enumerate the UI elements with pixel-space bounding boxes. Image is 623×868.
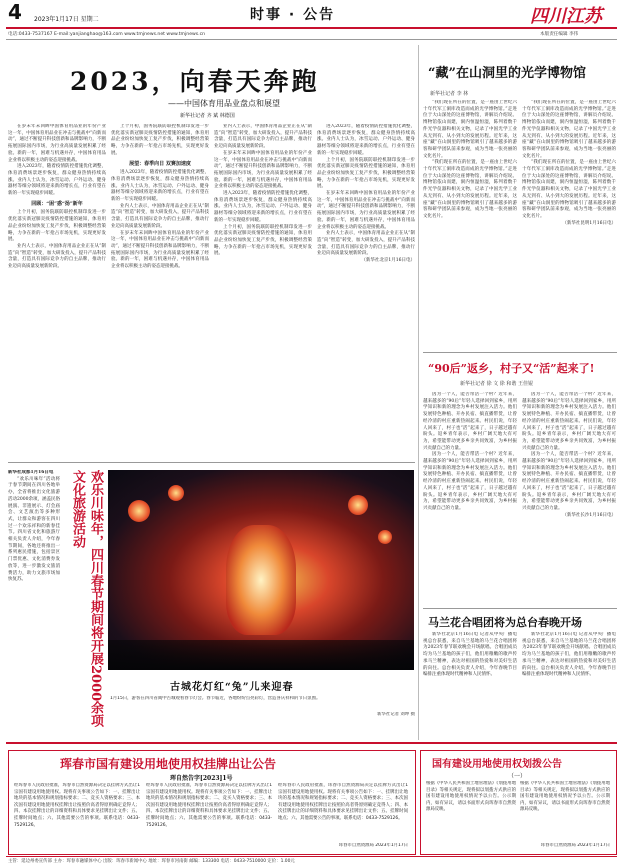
section-title: 时事 · 公告 — [250, 7, 336, 23]
notice-right-col-1 — [426, 781, 516, 849]
main-byline: 新华社记者 齐 斌 林德国 — [180, 113, 235, 119]
photo-section-rule — [8, 462, 415, 463]
main-paragraph: 上个月初，国务院联防联控机制印发进一步优化落实新冠肺炎疫情防控措施的通知，体育用品企业纷纷加快复工复产步伐，积极调整经营策略，力争在新的一年抢占市场先机，实现更好发展。 — [111, 124, 209, 156]
main-col-4 — [317, 124, 415, 458]
photo-caption-title: 古城花灯红“兔”儿来迎春 — [170, 682, 294, 693]
main-col-3 — [214, 124, 312, 458]
concert-paragraph: 新华社北京1月16日电 记者从中央广播电视总台获悉，来自马兰基地的马兰花合唱团将为2023年春节联欢晚会开场献唱。合唱团成员均为马兰基地的孩子们，他们用稚嫩的歌声传承马兰精神，表达对祖国的热爱和对美好生活的向往。总台相关负责人介绍，今年春晚节目编排注重体现时代精神和人民情怀。 — [423, 632, 517, 678]
concert-col-2 — [522, 632, 616, 738]
village-paragraph: 因为一个人，能否带活一个村？近年来，越来越多的“90后”年轻人选择回到家乡，用所学知识和新的理念为乡村发展注入活力。他们发展特色种植、开办民宿、搞直播带货，让曾经冷清的村庄重新热闹起来。村民们说，年轻人回来了，村子也“活”起来了，日子越过越有盼头。返乡青年表示，乡村广阔天地大有可为，希望能带动更多乡亲共同致富，为乡村振兴贡献自己的力量。 — [423, 452, 517, 511]
village-paragraph: 因为一个人，能否带活一个村？近年来，越来越多的“90后”年轻人选择回到家乡，用所学知识和新的理念为乡村发展注入活力。他们发展特色种植、开办民宿、搞直播带货，让曾经冷清的村庄重新热闹起来。村民们说，年轻人回来了，村子也“活”起来了，日子越过越有盼头。返乡青年表示，乡村广阔天地大有可为，希望能带动更多乡亲共同致富，为乡村振兴贡献自己的力量。 — [423, 392, 517, 451]
main-paragraph: 进入2023年，随着疫情防控措施优化调整，体育消费场景逐步恢复，群众健身热情持续高涨。业内人士认为，冰雪运动、户外运动、健身器材等细分领域将迎来新的增长点，行业有望在新的一年实现稳步回暖。 — [8, 164, 106, 197]
photo-caption: 1月15日，游客在四川省阆中古城观看春节灯会。春节临近，各地纷纷点亮彩灯，营造喜庆祥和的节日氛围。 — [110, 696, 321, 701]
main-paragraph: 在岁末年末回眸中国体育用品业的年份产业这一年，中国体育用品业在冲击与挑战中“向新而动”，通过不断提升科技创新和品牌影响力，不断拓展国际国内市场，为行业高质量发展积累了经验。新的一年，困难与机遇并存，中国体育用品企业将以积极主动的姿态迎接挑战。 — [111, 230, 209, 270]
village-rule — [423, 608, 617, 609]
notice-right-signoff: 珲春市自然资源局 2023年1月17日 — [540, 843, 610, 848]
museum-col-1 — [423, 100, 517, 350]
museum-paragraph: “我们现在所在的位置，是一座由上世纪六十年代军工洞库改造而成的光学博物馆。”走进位于大山深处的这座博物馆，讲解员介绍说。博物馆依山而建，洞内恒温恒湿，陈列着数千件光学仪器和相关文物，记录了中国光学工业从无到有、从小到大的发展历程。近年来，这座“藏”在山洞里的博物馆吸引了越来越多的游客和研学团队前来参观，成为当地一张亮丽的文化名片。 — [423, 160, 517, 219]
notice-left-text: 经珲春市人民政府批准，珲春市自然资源局决定以挂牌方式出让1宗国有建设用地使用权。现将有关事项公告如下：一、挂牌出让地块的基本情况和规划指标要求；二、竞买人资格要求；三、本次国有建设用地使用权挂牌出让按照价高者得原则确定竞得人；四、本次挂牌出让的详细资料和具体要求见挂牌出让文件；五、挂牌时间地点；六、其他需要公告的事项。联系电话：0433-7529126。 — [14, 783, 140, 828]
main-paragraph: 进入2023年，随着疫情防控措施优化调整，体育消费场景逐步恢复，群众健身热情持续高涨。业内人士认为，冰雪运动、户外运动、健身器材等细分领域将迎来新的增长点，行业有望在新的一年实现稳步回暖。 — [317, 124, 415, 156]
village-paragraph: 因为一个人，能否带活一个村？近年来，越来越多的“90后”年轻人选择回到家乡，用所学知识和新的理念为乡村发展注入活力。他们发展特色种植、开办民宿、搞直播带货，让曾经冷清的村庄重新热闹起来。村民们说，年轻人回来了，村子也“活”起来了，日子越过越有盼头。返乡青年表示，乡村广阔天地大有可为，希望能带动更多乡亲共同致富，为乡村振兴贡献自己的力量。 — [522, 392, 616, 451]
village-byline: 新华社记者 徐 文 徐 和谐 王佳锟 — [460, 381, 533, 387]
museum-rule — [423, 352, 617, 353]
concert-paragraph: 新华社北京1月16日电 记者从中央广播电视总台获悉，来自马兰基地的马兰花合唱团将为2023年春节联欢晚会开场献唱。合唱团成员均为马兰基地的孩子们，他们用稚嫩的歌声传承马兰精神，表达对祖国的热爱和对美好生活的向往。总台相关负责人介绍，今年春晚节目编排注重体现时代精神和人民情怀。 — [522, 632, 616, 678]
lantern-photo — [108, 470, 414, 670]
paper-logo: 四川江苏 — [530, 6, 602, 27]
main-paragraph: 上个月初，国务院联防联控机制印发进一步优化落实新冠肺炎疫情防控措施的通知，体育用品企业纷纷加快复工复产步伐，积极调整经营策略，力争在新的一年抢占市场先机，实现更好发展。 — [8, 210, 106, 243]
museum-paragraph: “我们现在所在的位置，是一座由上世纪六十年代军工洞库改造而成的光学博物馆。”走进位于大山深处的这座博物馆，讲解员介绍说。博物馆依山而建，洞内恒温恒湿，陈列着数千件光学仪器和相关文物，记录了中国光学工业从无到有、从小到大的发展历程。近年来，这座“藏”在山洞里的博物馆吸引了越来越多的游客和研学团队前来参观，成为当地一张亮丽的文化名片。 — [522, 100, 616, 159]
main-col-2 — [111, 124, 209, 458]
main-col-1 — [8, 124, 106, 458]
notice-left-col-2 — [146, 783, 272, 849]
rabbit-lantern-icon — [226, 525, 296, 635]
header-rule — [6, 27, 617, 29]
museum-col-2 — [522, 100, 616, 350]
notice-right-text: 根据《中华人民共和国土地管理法》《划拨用地目录》等相关规定，现将拟以划拨方式供应的国有建设用地使用权情况予以公告。公示期内，如有异议，请以书面形式向珲春市自然资源局反映。 — [520, 781, 610, 813]
main-paragraph: 业内人士表示，中国体育用品企业正在从“制造”向“智造”转变，加大研发投入，提升产品科技含量，打造具有国际竞争力的自主品牌，推动行业迈向高质量发展新阶段。 — [8, 243, 106, 270]
page-number: 4 — [8, 0, 22, 24]
main-paragraph: 上个月初，国务院联防联控机制印发进一步优化落实新冠肺炎疫情防控措施的通知，体育用品企业纷纷加快复工复产步伐，积极调整经营策略，力争在新的一年抢占市场先机，实现更好发展。 — [214, 224, 312, 257]
concert-col-1 — [423, 632, 517, 738]
lantern-icon — [378, 530, 392, 544]
brief-vertical-headline: 欢乐川味年，四川春节期间将开展2000余项文化旅游活动 — [70, 470, 103, 728]
museum-paragraph: “我们现在所在的位置，是一座由上世纪六十年代军工洞库改造而成的光学博物馆。”走进位于大山深处的这座博物馆，讲解员介绍说。博物馆依山而建，洞内恒温恒湿，陈列着数千件光学仪器和相关文物，记录了中国光学工业从无到有、从小到大的发展历程。近年来，这座“藏”在山洞里的博物馆吸引了越来越多的游客和研学团队前来参观，成为当地一张亮丽的文化名片。 — [522, 160, 616, 219]
museum-headline: “藏”在山洞里的光学博物馆 — [428, 66, 586, 81]
main-paragraph: 进入2023年，随着疫情防控措施优化调整，体育消费场景逐步恢复，群众健身热情持续高涨。业内人士认为，冰雪运动、户外运动、健身器材等细分领域将迎来新的增长点，行业有望在新的一年实现稳步回暖。 — [111, 170, 209, 203]
main-paragraph: 上个月初，国务院联防联控机制印发进一步优化落实新冠肺炎疫情防控措施的通知，体育用品企业纷纷加快复工复产步伐，积极调整经营策略，力争在新的一年抢占市场先机，实现更好发展。 — [317, 157, 415, 190]
contact-rule — [6, 39, 617, 40]
notice-left-text: 经珲春市人民政府批准，珲春市自然资源局决定以挂牌方式出让1宗国有建设用地使用权。现将有关事项公告如下：一、挂牌出让地块的基本情况和规划指标要求；二、竞买人资格要求；三、本次国有建设用地使用权挂牌出让按照价高者得原则确定竞得人；四、本次挂牌出让的详细资料和具体要求见挂牌出让文件；五、挂牌时间地点；六、其他需要公告的事项。联系电话：0433-7529126。 — [146, 783, 272, 828]
village-headline: “90后”返乡，村子又“活”起来了! — [428, 362, 595, 375]
section-head-outlook: 展望：春季向日 双赛加速度 — [129, 160, 191, 167]
crowd-silhouette — [108, 640, 414, 670]
editor-line: 本版责任编辑 李伟 — [540, 32, 579, 37]
lantern-icon — [348, 495, 368, 515]
village-col-1 — [423, 392, 517, 606]
column-divider — [418, 45, 419, 740]
main-paragraph: 业内人士表示，中国体育用品企业正在从“制造”向“智造”转变，加大研发投入，提升产品科技含量，打造具有国际竞争力的自主品牌，推动行业迈向高质量发展新阶段。 — [317, 231, 415, 257]
notice-left-subtitle: 珲自然告字[2023]1号 — [170, 775, 233, 782]
main-paragraph: 业内人士表示，中国体育用品企业正在从“制造”向“智造”转变，加大研发投入，提升产品科技含量，打造具有国际竞争力的自主品牌，推动行业迈向高质量发展新阶段。 — [111, 203, 209, 229]
notice-left-col-3 — [278, 783, 408, 841]
notice-top-rule — [6, 742, 617, 744]
notice-right-title: 国有建设用地使用权划拨公告 — [432, 759, 562, 770]
notice-right-col-2 — [520, 781, 610, 839]
lantern-icon — [128, 500, 150, 522]
notice-left-col-1 — [14, 783, 140, 849]
village-col-2 — [522, 392, 616, 606]
museum-paragraph: “我们现在所在的位置，是一座由上世纪六十年代军工洞库改造而成的光学博物馆。”走进位于大山深处的这座博物馆，讲解员介绍说。博物馆依山而建，洞内恒温恒湿，陈列着数千件光学仪器和相关文物，记录了中国光学工业从无到有、从小到大的发展历程。近年来，这座“藏”在山洞里的博物馆吸引了越来越多的游客和研学团队前来参观，成为当地一张亮丽的文化名片。 — [423, 100, 517, 159]
main-subtitle: ——中国体育用品业盘点和展望 — [168, 99, 280, 108]
brief-text — [8, 470, 60, 738]
brief-paragraph: “欢乐川味年”活动将于春节期间在四川各地举办，全省将推出文化旅游活动2000余项，涵盖民俗展演、非遗展示、灯会庙会、文艺演出等多种形式，让群众和游客在四川过一个欢乐祥和的新春佳节。四川省文化和旅游厅相关负责人介绍，今年春节期间，各地还将推出一系列惠民措施，包括景区门票优惠、文化消费券发放等，进一步激发文旅消费活力，助力文旅市场加快复苏。 — [8, 476, 60, 583]
main-paragraph: 在岁末年末回眸中国体育用品业的年份产业这一年，中国体育用品业在冲击与挑战中“向新而动”，通过不断提升科技创新和品牌影响力，不断拓展国际国内市场，为行业高质量发展积累了经验。新的一年，困难与机遇并存，中国体育用品企业将以积极主动的姿态迎接挑战。 — [8, 124, 106, 163]
museum-byline: 新华社记者 李 林 — [430, 91, 469, 97]
main-endmark: （新华社北京1月16日电） — [361, 258, 415, 264]
lantern-icon — [168, 485, 184, 501]
notice-right-text: 根据《中华人民共和国土地管理法》《划拨用地目录》等相关规定，现将拟以划拨方式供应的国有建设用地使用权情况予以公告。公示期内，如有异议，请以书面形式向珲春市自然资源局反映。 — [426, 781, 516, 813]
main-paragraph: 在岁末年末回眸中国体育用品业的年份产业这一年，中国体育用品业在冲击与挑战中“向新而动”，通过不断提升科技创新和品牌影响力，不断拓展国际国内市场，为行业高质量发展积累了经验。新的一年，困难与机遇并存，中国体育用品企业将以积极主动的姿态迎接挑战。 — [214, 150, 312, 190]
notice-left-text: 经珲春市人民政府批准，珲春市自然资源局决定以挂牌方式出让1宗国有建设用地使用权。现将有关事项公告如下：一、挂牌出让地块的基本情况和规划指标要求；二、竞买人资格要求；三、本次国有建设用地使用权挂牌出让按照价高者得原则确定竞得人；四、本次挂牌出让的详细资料和具体要求见挂牌出让文件；五、挂牌时间地点；六、其他需要公告的事项。联系电话：0433-7529126。 — [278, 783, 408, 821]
brief-byline: 新华社成都1月16日电 — [8, 470, 54, 475]
museum-endmark: （新华社昆明1月16日电） — [562, 220, 616, 226]
notice-right-subtitle: （一） — [508, 773, 527, 780]
main-paragraph: 在岁末年末回眸中国体育用品业的年份产业这一年，中国体育用品业在冲击与挑战中“向新而动”，通过不断提升科技创新和品牌影响力，不断拓展国际国内市场，为行业高质量发展积累了经验。新的一年，困难与机遇并存，中国体育用品企业将以积极主动的姿态迎接挑战。 — [317, 191, 415, 230]
village-paragraph: 因为一个人，能否带活一个村？近年来，越来越多的“90后”年轻人选择回到家乡，用所学知识和新的理念为乡村发展注入活力。他们发展特色种植、开办民宿、搞直播带货，让曾经冷清的村庄重新热闹起来。村民们说，年轻人回来了，村子也“活”起来了，日子越过越有盼头。返乡青年表示，乡村广阔天地大有可为，希望能带动更多乡亲共同致富，为乡村振兴贡献自己的力量。 — [522, 452, 616, 511]
main-paragraph: 进入2023年，随着疫情防控措施优化调整，体育消费场景逐步恢复，群众健身热情持续高涨。业内人士认为，冰雪运动、户外运动、健身器材等细分领域将迎来新的增长点，行业有望在新的一年实现稳步回暖。 — [214, 191, 312, 223]
footer-imprint: 主管：延边州委宣传部 主办：珲春市融媒体中心 出版：珲春市新闻中心 地址：珲春市河南街 邮编：133300 电话：0433-7510000 定价：1.00元 — [8, 859, 295, 864]
photo-credit: 新华社记者 刘坤 摄 — [377, 712, 415, 717]
concert-headline: 马兰花合唱团将为总台春晚开场 — [428, 616, 582, 629]
main-paragraph: 业内人士表示，中国体育用品企业正在从“制造”向“智造”转变，加大研发投入，提升产品科技含量，打造具有国际竞争力的自主品牌，推动行业迈向高质量发展新阶段。 — [214, 124, 312, 150]
notice-left-title: 珲春市国有建设用地使用权挂牌出让公告 — [60, 757, 277, 771]
section-head-review: 回顾：“困”惑“扬”新年 — [31, 200, 83, 207]
village-endmark: （新华社长沙1月16日电） — [562, 512, 616, 518]
issue-date: 2023年1月17日 星期二 — [34, 16, 99, 23]
main-headline: 2023，向春天奔跑 — [70, 67, 320, 96]
footer-rule — [6, 856, 617, 857]
contact-line: 电话:0433-7537167 E-mail:yanjianghao@163.com www.tmjnews.net www.tmjnews.cn — [8, 32, 206, 37]
notice-left-signoff: 珲春市自然资源局 2023年1月17日 — [338, 843, 408, 848]
